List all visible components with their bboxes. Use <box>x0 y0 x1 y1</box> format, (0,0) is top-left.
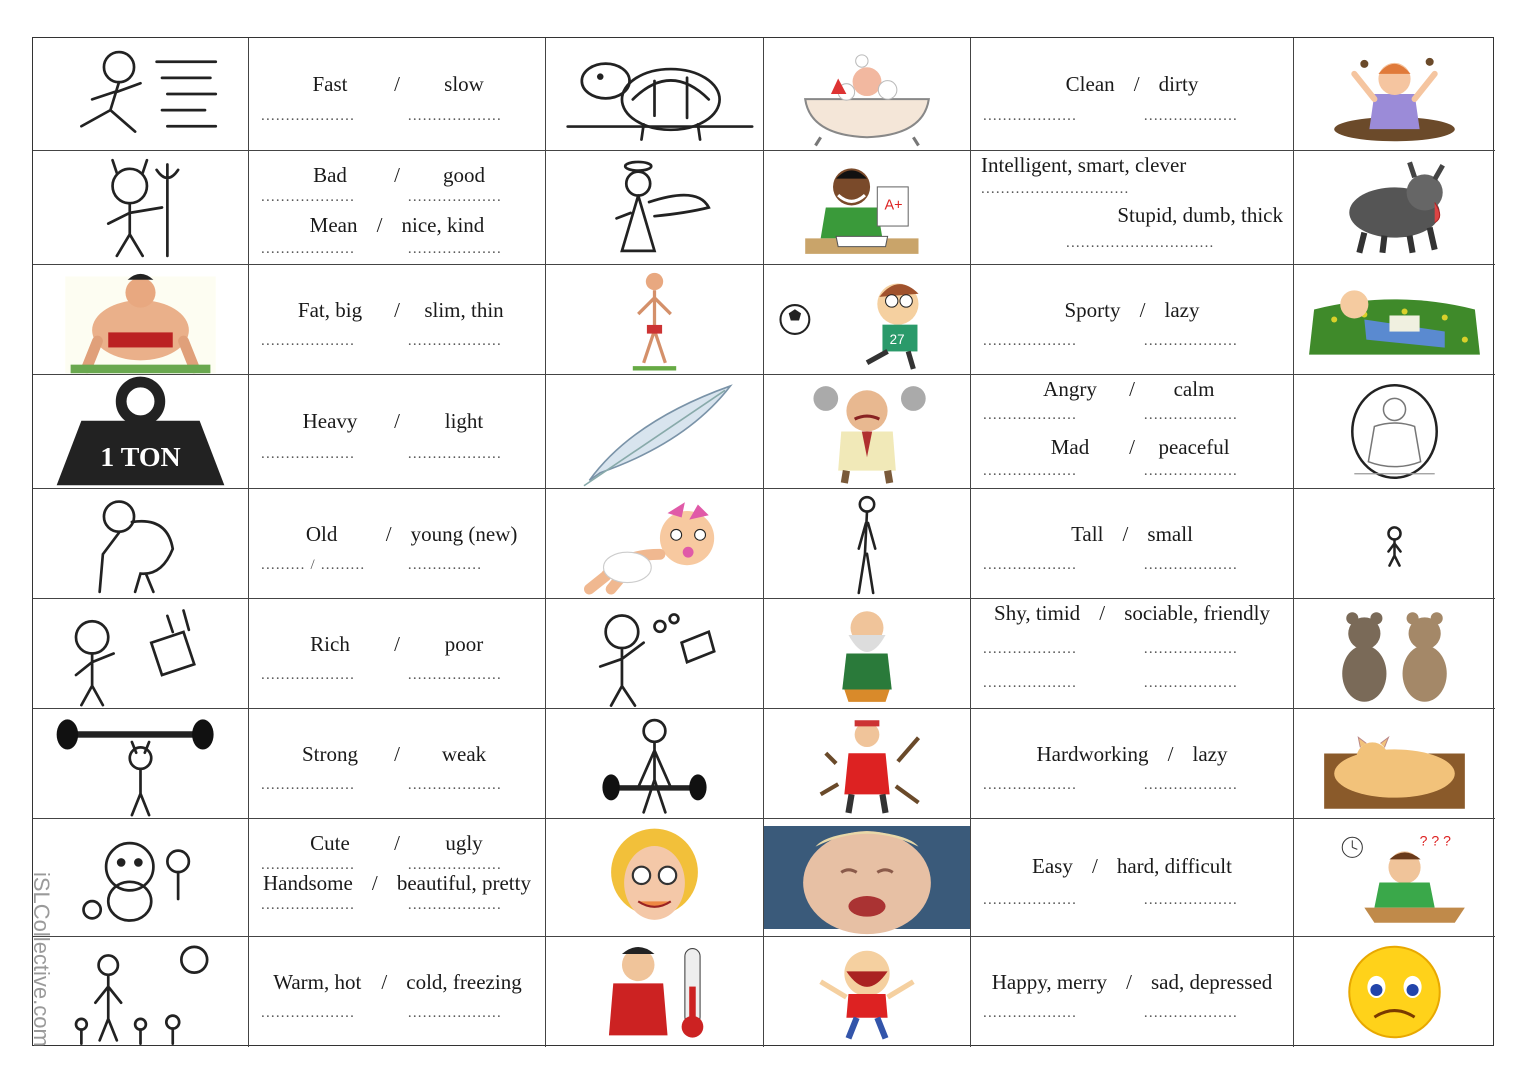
adjective-cell <box>249 151 546 265</box>
answer-blank[interactable]: ................... <box>1143 108 1238 124</box>
slash-separator: / <box>1133 72 1140 96</box>
thin-man-picture <box>546 265 764 375</box>
adjective-cell <box>971 489 1294 599</box>
adjective: Old <box>305 522 338 546</box>
adjective-group: Stupid, dumb, thick <box>1117 203 1283 227</box>
cute-character-picture <box>33 819 249 937</box>
answer-blank[interactable]: ................... <box>407 189 502 205</box>
answer-blank[interactable]: ................... <box>983 1005 1078 1021</box>
adjective: Bad <box>313 163 347 187</box>
happy-boy-picture <box>764 937 971 1047</box>
confused-student-picture <box>1294 819 1495 937</box>
svg-text:27: 27 <box>889 332 905 348</box>
weak-lifter-picture <box>546 709 764 819</box>
answer-blank[interactable]: ............... <box>407 557 483 573</box>
opposite-adjective: sociable, friendly <box>1124 601 1270 625</box>
answer-blank-line[interactable] <box>261 897 533 914</box>
opposite-adjective: ugly <box>445 831 483 855</box>
word-pair <box>971 72 1293 97</box>
answer-blank[interactable]: ................... <box>983 892 1078 908</box>
opposite-adjective: hard, difficult <box>1116 854 1232 878</box>
word-pair <box>971 854 1293 879</box>
adjective-cell <box>971 819 1294 937</box>
slash-separator: / <box>371 871 378 895</box>
turtle-picture <box>546 38 764 151</box>
answer-blank[interactable]: ................... <box>407 667 502 683</box>
slash-separator: / <box>394 632 400 656</box>
svg-text:? ? ?: ? ? ? <box>1419 832 1451 849</box>
answer-blank[interactable]: ................... <box>1143 777 1238 793</box>
slash-separator: / <box>381 970 388 994</box>
adjective-cell <box>249 709 546 819</box>
adjective: Warm, hot <box>273 970 362 994</box>
couch-man-picture <box>1294 265 1495 375</box>
answer-blank[interactable]: ................... <box>407 897 502 913</box>
answer-blank[interactable]: ................... <box>407 333 502 349</box>
word-pair <box>971 298 1293 323</box>
weight-label: 1 TON <box>100 441 181 473</box>
opposite-adjective: weak <box>441 742 487 766</box>
adjective: Strong <box>301 742 358 766</box>
adjective-cell <box>249 38 546 151</box>
word-pair <box>971 742 1293 767</box>
svg-text:A+: A+ <box>884 197 903 214</box>
answer-blank-line[interactable] <box>983 777 1281 794</box>
adjective-cell <box>249 599 546 709</box>
adjective-cell <box>249 489 546 599</box>
adjective-cell <box>971 375 1294 489</box>
answer-blank-line[interactable] <box>983 557 1281 574</box>
answer-blank-line[interactable] <box>261 667 533 684</box>
adjective-cell <box>249 937 546 1047</box>
sun-flowers-picture <box>33 937 249 1047</box>
opposite-adjective: calm <box>1173 377 1215 401</box>
word-pair <box>249 831 545 856</box>
answer-blank[interactable]: ................... <box>1143 407 1238 423</box>
adjective-group: Intelligent, smart, clever <box>981 153 1187 177</box>
adjective: Mad <box>1050 435 1090 459</box>
answer-blank-line[interactable] <box>983 641 1281 658</box>
word-pair <box>249 742 545 767</box>
answer-blank[interactable]: ................... <box>261 333 356 349</box>
adjective: Fat, big <box>297 298 363 322</box>
answer-blank[interactable]: ......... / ......... <box>261 557 366 573</box>
adjective-cell <box>249 819 546 937</box>
opposite-adjective: good <box>443 163 485 187</box>
answer-blank[interactable]: ................... <box>261 857 356 873</box>
watermark: iSLCollective.com <box>29 872 54 1047</box>
opposite-adjective: cold, freezing <box>406 970 522 994</box>
adjective-cell <box>971 599 1294 709</box>
adjective-cell <box>971 937 1294 1047</box>
one-ton-weight-picture <box>33 375 249 489</box>
slash-separator: / <box>1129 377 1135 401</box>
answer-blank-line[interactable] <box>983 108 1281 125</box>
tall-man-picture <box>764 489 971 599</box>
word-pair <box>971 435 1293 460</box>
word-pair <box>971 522 1293 547</box>
answer-blank[interactable]: ................... <box>407 1005 502 1021</box>
answer-blank-line[interactable] <box>983 892 1281 909</box>
opposite-adjective: nice, kind <box>401 213 485 237</box>
answer-blank[interactable]: ................... <box>983 333 1078 349</box>
slash-separator: / <box>1099 601 1106 625</box>
answer-blank[interactable]: ................... <box>261 667 356 683</box>
poor-man-picture <box>546 599 764 709</box>
opposite-adjective: light <box>444 409 484 433</box>
answer-blank[interactable]: ................... <box>261 108 356 124</box>
adjective-cell <box>249 265 546 375</box>
answer-blank[interactable]: ................... <box>1143 892 1238 908</box>
shy-dwarf-picture <box>764 599 971 709</box>
answer-blank[interactable]: ................... <box>407 857 502 873</box>
answer-blank[interactable]: ................... <box>983 463 1078 479</box>
answer-blank-line[interactable] <box>261 108 533 125</box>
adjective: Easy <box>1032 854 1073 878</box>
answer-blank-line[interactable] <box>261 241 533 258</box>
weightlifter-picture <box>33 709 249 819</box>
soccer-boy-picture <box>764 265 971 375</box>
opposite-adjective: beautiful, pretty <box>396 871 531 895</box>
answer-blank-line[interactable] <box>983 333 1281 350</box>
cold-man-picture <box>546 937 764 1047</box>
slash-separator: / <box>1139 298 1146 322</box>
answer-blank[interactable]: ................... <box>983 675 1078 691</box>
adjective: Heavy <box>302 409 358 433</box>
adjective: Happy, merry <box>991 970 1107 994</box>
adjective-cell <box>971 265 1294 375</box>
word-pair <box>971 601 1293 626</box>
teddy-bears-picture <box>1294 599 1495 709</box>
angry-man-picture <box>764 375 971 489</box>
answer-blank[interactable]: ................... <box>983 641 1078 657</box>
adjective-cell <box>971 151 1294 265</box>
student-with-test-picture <box>764 151 971 265</box>
adjective: Clean <box>1065 72 1115 96</box>
word-pair <box>249 871 545 896</box>
answer-blank-line[interactable] <box>261 777 533 794</box>
word-pair <box>249 213 545 238</box>
word-pair <box>249 522 545 547</box>
opposite-adjective: sad, depressed <box>1150 970 1273 994</box>
muddy-girl-picture <box>1294 38 1495 151</box>
answer-blank[interactable]: .............................. <box>981 181 1130 197</box>
answer-blank[interactable]: ................... <box>261 241 356 257</box>
word-pair <box>249 163 545 188</box>
adjective: Hardworking <box>1036 742 1149 766</box>
answer-blank-line[interactable] <box>261 557 533 574</box>
answer-blank[interactable]: ................... <box>1143 463 1238 479</box>
slash-separator: / <box>394 409 400 433</box>
adjective: Fast <box>312 72 348 96</box>
feather-picture <box>546 375 764 489</box>
answer-blank-line[interactable] <box>261 1005 533 1022</box>
small-man-picture <box>1294 489 1495 599</box>
bathing-child-picture <box>764 38 971 151</box>
slash-separator: / <box>1126 970 1132 994</box>
adjective: Mean <box>309 213 358 237</box>
slash-separator: / <box>394 831 400 855</box>
answer-blank[interactable]: ................... <box>983 407 1078 423</box>
old-man-picture <box>33 489 249 599</box>
running-man-picture <box>33 38 249 151</box>
sumo-wrestler-picture <box>33 265 249 375</box>
adjective-cell <box>971 38 1294 151</box>
opposite-adjective: small <box>1147 522 1193 546</box>
adjective: Cute <box>310 831 350 855</box>
adjective: Shy, timid <box>994 601 1081 625</box>
word-pair <box>971 970 1293 995</box>
answer-blank-line[interactable] <box>261 189 533 206</box>
answer-blank-line[interactable] <box>261 333 533 350</box>
answer-blank[interactable]: ................... <box>261 189 356 205</box>
answer-blank[interactable]: ................... <box>1143 1005 1238 1021</box>
answer-blank[interactable]: ................... <box>407 108 502 124</box>
angel-picture <box>546 151 764 265</box>
opposite-adjective: young (new) <box>410 522 518 546</box>
answer-blank[interactable]: ................... <box>261 897 356 913</box>
adjective: Angry <box>1043 377 1097 401</box>
slash-separator: / <box>394 72 400 96</box>
word-pair <box>249 970 545 995</box>
answer-blank[interactable]: ................... <box>1143 333 1238 349</box>
adjective-cell <box>971 709 1294 819</box>
answer-blank-line[interactable] <box>261 446 533 463</box>
adjective-cell <box>249 375 546 489</box>
answer-blank[interactable]: ................... <box>983 557 1078 573</box>
word-pair <box>249 632 545 657</box>
answer-blank[interactable]: ................... <box>1143 557 1238 573</box>
answer-blank-line[interactable] <box>983 463 1281 480</box>
slash-separator: / <box>1167 742 1174 766</box>
slash-separator: / <box>1129 435 1135 459</box>
slash-separator: / <box>394 163 400 187</box>
buddha-picture <box>1294 375 1495 489</box>
word-pair <box>971 377 1293 402</box>
slash-separator: / <box>394 298 400 322</box>
answer-blank[interactable]: ................... <box>261 446 356 462</box>
adjective: Handsome <box>263 871 353 895</box>
answer-blank[interactable]: ................... <box>983 777 1078 793</box>
adjective: Rich <box>310 632 350 656</box>
opposite-adjective: slow <box>444 72 484 96</box>
worker-picture <box>764 709 971 819</box>
answer-blank[interactable]: ................... <box>1143 641 1238 657</box>
opposite-adjective: poor <box>444 632 484 656</box>
answer-blank[interactable]: ................... <box>407 777 502 793</box>
slash-separator: / <box>1122 522 1129 546</box>
baby-picture <box>546 489 764 599</box>
answer-blank-line[interactable] <box>983 1005 1281 1022</box>
answer-blank-line[interactable] <box>983 407 1281 424</box>
sad-face-picture <box>1294 937 1495 1047</box>
answer-blank[interactable]: ................... <box>983 108 1078 124</box>
slash-separator: / <box>1091 854 1098 878</box>
slash-separator: / <box>394 742 400 766</box>
answer-blank[interactable]: ................... <box>1143 675 1238 691</box>
answer-blank[interactable]: ................... <box>261 1005 356 1021</box>
crying-child-picture <box>764 819 971 937</box>
adjective: Tall <box>1071 522 1104 546</box>
answer-blank-line[interactable] <box>983 675 1281 692</box>
opposite-adjective: lazy <box>1192 742 1228 766</box>
slash-separator: / <box>385 522 392 546</box>
word-pair <box>249 298 545 323</box>
opposite-adjective: slim, thin <box>424 298 504 322</box>
word-pair <box>249 72 545 97</box>
rich-man-picture <box>33 599 249 709</box>
answer-blank[interactable]: .............................. <box>1066 235 1215 251</box>
lazy-cat-picture <box>1294 709 1495 819</box>
word-pair <box>249 409 545 434</box>
vocabulary-worksheet-table <box>32 37 1494 1046</box>
devil-picture <box>33 151 249 265</box>
adjective: Sporty <box>1064 298 1121 322</box>
opposite-adjective: peaceful <box>1158 435 1230 459</box>
answer-blank[interactable]: ................... <box>407 241 502 257</box>
opposite-adjective: dirty <box>1158 72 1199 96</box>
wild-dog-picture <box>1294 151 1495 265</box>
answer-blank[interactable]: ................... <box>261 777 356 793</box>
opposite-adjective: lazy <box>1164 298 1200 322</box>
slash-separator: / <box>376 213 383 237</box>
ugly-woman-picture <box>546 819 764 937</box>
answer-blank[interactable]: ................... <box>407 446 502 462</box>
